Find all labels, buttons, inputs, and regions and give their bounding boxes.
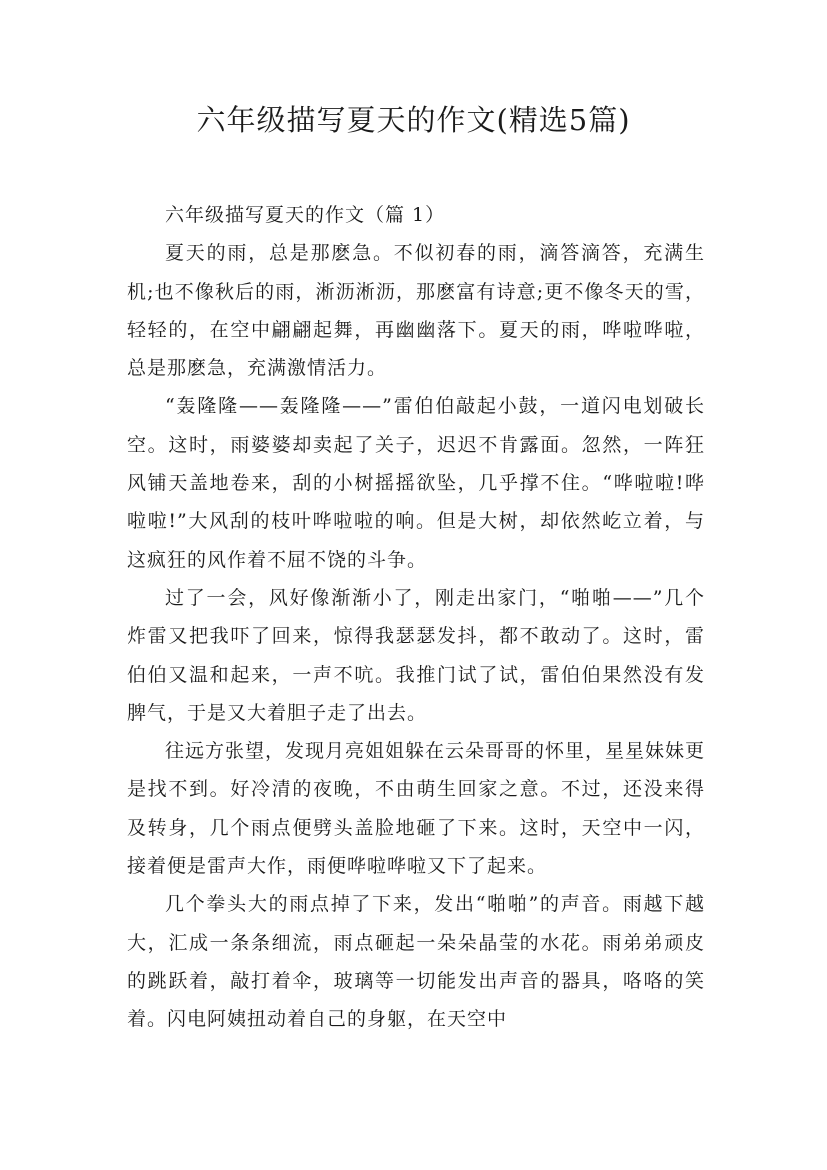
paragraph: 过了一会，风好像渐渐小了，刚走出家门，“啪啪——”几个炸雷又把我吓了回来，惊得我瑟瑟发抖，都不敢动了。这时，雷伯伯又温和起来，一声不吭。我推门试了试，雷伯伯果然没有发脾气，于是又大着胆子走了出去。 [127, 586, 705, 724]
paragraph: 夏天的雨，总是那麽急。不似初春的雨，滴答滴答，充满生机;也不像秋后的雨，淅沥淅沥，那麽富有诗意;更不像冬天的雪，轻轻的，在空中翩翩起舞，再幽幽落下。夏天的雨，哗啦哗啦，总是那麽急，充满激情活力。 [127, 242, 705, 380]
paragraph: 几个拳头大的雨点掉了下来，发出“啪啪”的声音。雨越下越大，汇成一条条细流，雨点砸起一朵朵晶莹的水花。雨弟弟顽皮的跳跃着，敲打着伞，玻璃等一切能发出声音的器具，咯咯的笑着。闪电阿姨扭动着自己的身躯，在天空中 [127, 893, 705, 1031]
document-title: 六年级描写夏天的作文(精选5篇) [196, 103, 631, 137]
paragraph: “轰隆隆——轰隆隆——”雷伯伯敲起小鼓，一道闪电划破长空。这时，雨婆婆却卖起了关子，迟迟不肯露面。忽然，一阵狂风铺天盖地卷来，刮的小树摇摇欲坠，几乎撑不住。“哗啦啦!哗啦啦!”大风刮的枝叶哗啦啦的响。但是大树，却依然屹立着，与这疯狂的风作着不屈不饶的斗争。 [127, 395, 705, 571]
section-heading: 六年级描写夏天的作文（篇 1） [165, 204, 446, 226]
document-body [127, 196, 705, 1039]
paragraph: 往远方张望，发现月亮姐姐躲在云朵哥哥的怀里，星星妹妹更是找不到。好冷清的夜晚，不由萌生回家之意。不过，还没来得及转身，几个雨点便劈头盖脸地砸了下来。这时，天空中一闪，接着便是雷声大作，雨便哗啦哗啦又下了起来。 [127, 740, 706, 878]
